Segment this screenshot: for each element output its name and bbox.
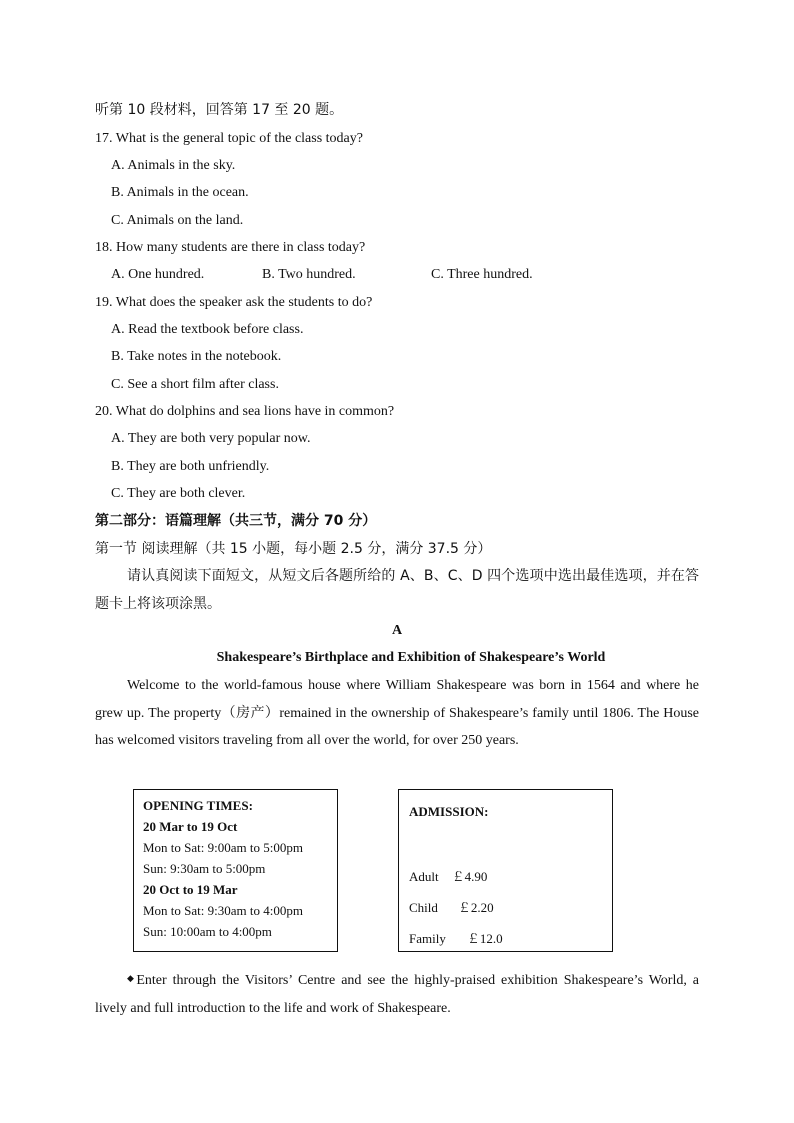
bullet-1-text: Enter through the Visitors’ Centre and see the highly-praised exhibition Shakespeare’s World, a lively and full introduction to the life and work of Shakespeare. [95, 973, 699, 1016]
admission-price: ￡12.0 [466, 931, 503, 946]
part2-heading: 第二部分：语篇理解（共三节，满分 70 分） [95, 513, 377, 529]
admission-heading: ADMISSION: [409, 804, 489, 819]
q20-option-b: B. They are both unfriendly. [111, 459, 270, 474]
q20-option-a: A. They are both very popular now. [111, 431, 311, 446]
passage-intro: Welcome to the world-famous house where William Shakespeare was born in 1564 and where he grew up. The property（房产）remained in the ownership of Shakespeare’s family until 1806. The House has welcomed visitors traveling from all over the world, for over 250 years. [95, 678, 699, 748]
opening-period-1-weekday: Mon to Sat: 9:00am to 5:00pm [143, 840, 303, 855]
q19-option-b: B. Take notes in the notebook. [111, 349, 282, 364]
admission-row-adult [409, 866, 487, 885]
opening-times-heading: OPENING TIMES: [143, 798, 253, 813]
opening-period-2-sunday: Sun: 10:00am to 4:00pm [143, 924, 272, 939]
q18-option-a: A. One hundred. [111, 267, 205, 282]
diamond-bullet-icon: ◆ [127, 974, 137, 984]
opening-period-2-weekday: Mon to Sat: 9:30am to 4:00pm [143, 903, 303, 918]
question-20: 20. What do dolphins and sea lions have in common? [95, 404, 395, 419]
opening-period-1: 20 Mar to 19 Oct [143, 819, 238, 834]
admission-row-family [409, 928, 503, 947]
admission-box [398, 789, 613, 952]
q19-option-c: C. See a short film after class. [111, 377, 279, 392]
question-19: 19. What does the speaker ask the students to do? [95, 295, 373, 310]
q19-option-a: A. Read the textbook before class. [111, 322, 304, 337]
q20-option-c: C. They are both clever. [111, 486, 246, 501]
admission-label: Family [409, 931, 446, 946]
q17-option-c: C. Animals on the land. [111, 213, 244, 228]
section1-heading: 第一节 阅读理解（共 15 小题，每小题 2.5 分，满分 37.5 分） [95, 541, 492, 557]
opening-times-box [133, 789, 338, 952]
listening-intro: 听第 10 段材料，回答第 17 至 20 题。 [95, 102, 344, 118]
opening-period-1-sunday: Sun: 9:30am to 5:00pm [143, 861, 266, 876]
admission-label: Adult [409, 869, 439, 884]
q17-option-b: B. Animals in the ocean. [111, 185, 249, 200]
q18-option-c: C. Three hundred. [431, 267, 533, 282]
question-18: 18. How many students are there in class today? [95, 240, 366, 255]
reading-instruction: 请认真阅读下面短文，从短文后各题所给的 A、B、C、D 四个选项中选出最佳选项，并在答题卡上将该项涂黑。 [95, 568, 699, 612]
passage-bullet-1 [95, 966, 699, 1022]
passage-letter: A [391, 623, 403, 638]
admission-price: ￡4.90 [451, 869, 488, 884]
admission-price: ￡2.20 [457, 900, 494, 915]
admission-row-child [409, 897, 494, 916]
passage-title: Shakespeare’s Birthplace and Exhibition of Shakespeare’s World [216, 650, 606, 665]
q18-option-b: B. Two hundred. [262, 267, 356, 282]
admission-label: Child [409, 900, 438, 915]
opening-period-2: 20 Oct to 19 Mar [143, 882, 238, 897]
question-17: 17. What is the general topic of the class today? [95, 131, 363, 146]
q17-option-a: A. Animals in the sky. [111, 158, 236, 173]
